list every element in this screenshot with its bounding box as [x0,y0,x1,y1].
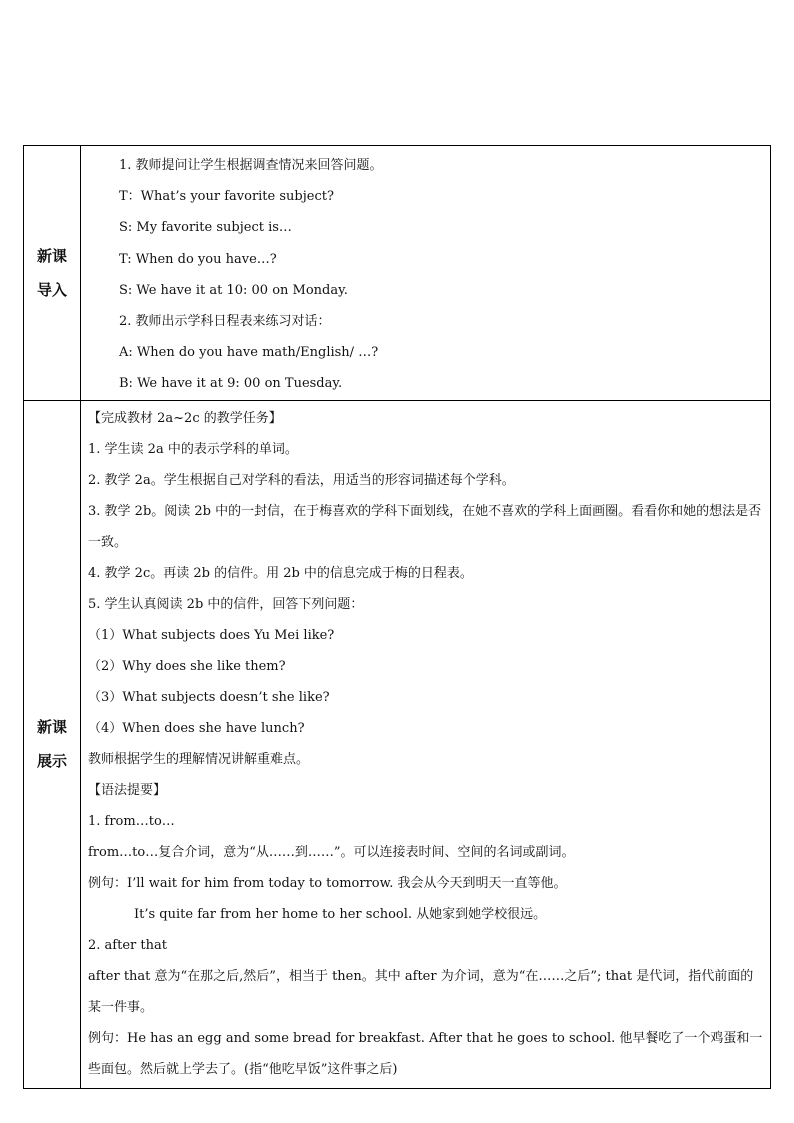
intro-label-line1: 新课 [36,246,67,265]
intro-line-7: A: When do you have math/English/ …? [119,345,379,361]
grammar-point-2-example: 例句：He has an egg and some bread for breakfast. After that he goes to school. 他早餐吃了一个鸡蛋和一些面包。然后就上学去了。(指“他吃早饭”这件事之后) [88,1030,763,1077]
intro-content [81,146,771,401]
intro-line-5: S: We have it at 10: 00 on Monday. [119,282,348,298]
show-question-4: （4）When does she have lunch? [88,720,305,736]
show-step-5: 5. 学生认真阅读 2b 中的信件，回答下列问题： [88,596,364,612]
grammar-point-1-title: 1. from…to… [88,813,175,829]
show-step-1: 1. 学生读 2a 中的表示学科的单词。 [88,441,298,457]
show-task-heading: 【完成教材 2a~2c 的教学任务】 [88,410,282,426]
show-label-line1: 新课 [36,718,67,737]
show-row [24,400,771,1088]
show-grammar-heading: 【语法提要】 [88,782,167,798]
intro-row [24,146,771,401]
lesson-plan-table [23,145,771,1089]
intro-section-label [24,146,81,401]
show-question-2: （2）Why does she like them? [88,658,286,674]
show-step-4: 4. 教学 2c。再读 2b 的信件。用 2b 中的信息完成于梅的日程表。 [88,565,473,581]
grammar-point-1-explanation: from…to…复合介词，意为“从……到……”。可以连接表时间、空间的名词或副词。 [88,844,575,860]
intro-line-6: 2. 教师出示学科日程表来练习对话： [119,314,331,330]
intro-line-3: S: My favorite subject is… [119,220,292,236]
show-content [81,400,771,1088]
grammar-point-2-explanation: after that 意为“在那之后,然后”，相当于 then。其中 after 为介词，意为“在……之后”; that 是代词，指代前面的某一件事。 [88,968,754,1015]
grammar-point-1-example-1: 例句：I’ll wait for him from today to tomorrow. 我会从今天到明天一直等他。 [88,875,567,891]
intro-line-1: 1. 教师提问让学生根据调查情况来回答问题。 [119,158,383,173]
show-question-1: （1）What subjects does Yu Mei like? [88,627,335,643]
grammar-point-1-example-2: It’s quite far from her home to her school. 从她家到她学校很远。 [134,906,547,922]
intro-line-8: B: We have it at 9: 00 on Tuesday. [119,376,343,392]
show-step-3: 3. 教学 2b。阅读 2b 中的一封信，在于梅喜欢的学科下面划线，在她不喜欢的学科上面画圈。看看你和她的想法是否一致。 [88,503,762,550]
show-section-label [24,400,81,1088]
grammar-point-2-title: 2. after that [88,937,167,953]
show-step-2: 2. 教学 2a。学生根据自己对学科的看法，用适当的形容词描述每个学科。 [88,472,515,488]
intro-line-2: T：What’s your favorite subject? [119,189,334,205]
show-question-3: （3）What subjects doesn’t she like? [88,689,330,705]
intro-line-4: T: When do you have…? [119,251,277,267]
show-teacher-note: 教师根据学生的理解情况讲解重难点。 [88,751,310,767]
intro-label-line2: 导入 [36,280,67,299]
show-label-line2: 展示 [36,752,67,771]
